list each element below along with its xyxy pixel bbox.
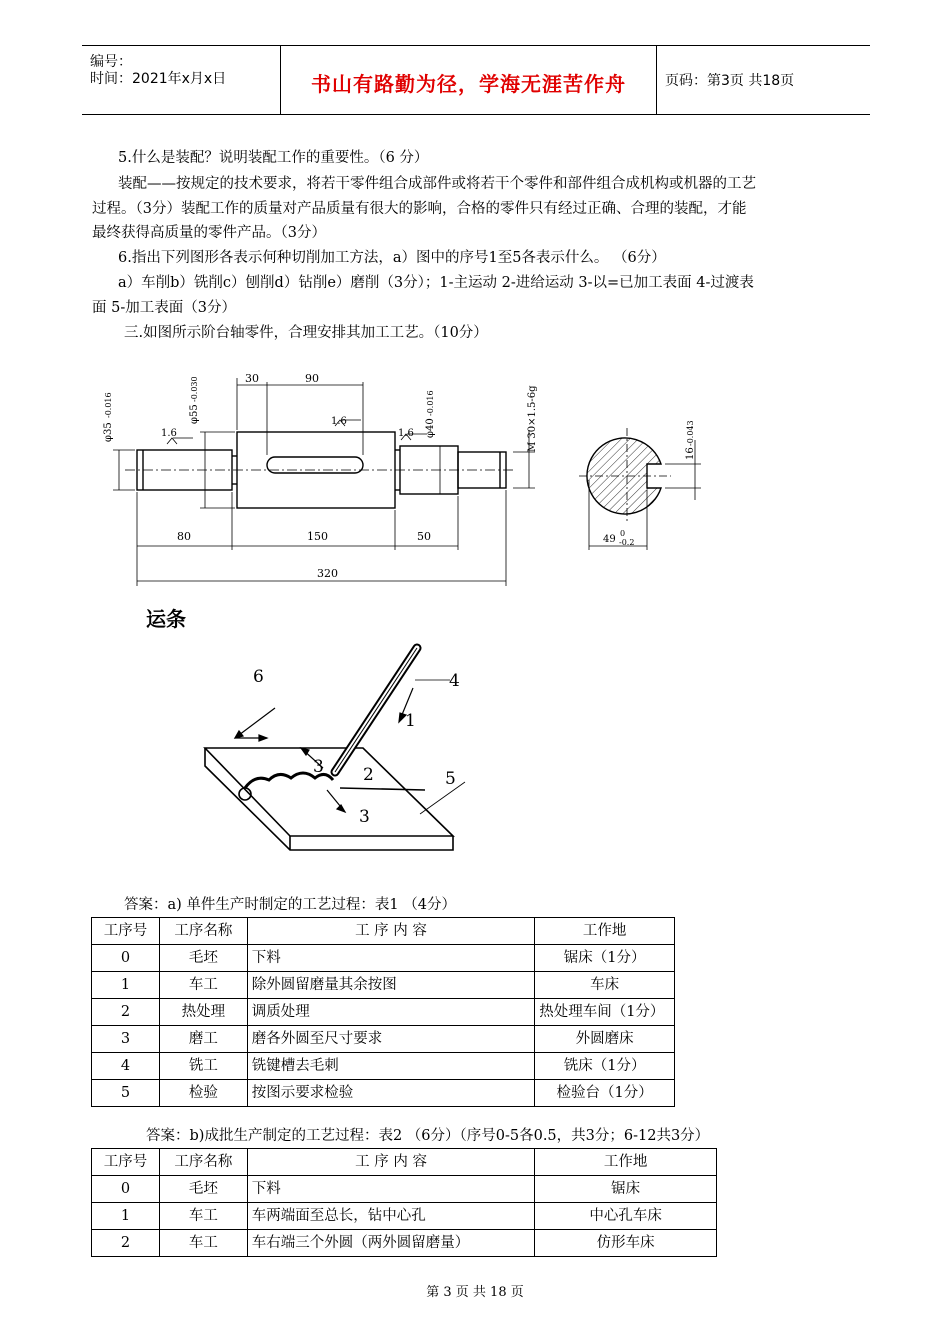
dim-80-text: 80	[177, 530, 191, 543]
table-header-row	[92, 1149, 717, 1176]
table-cell: 磨工	[159, 1026, 247, 1053]
table-header-cell: 工序名称	[159, 1149, 247, 1176]
table-cell: 车工	[159, 972, 247, 999]
sec-16-tol-text: -0.043	[686, 420, 695, 446]
table-header-cell: 工作地	[535, 918, 675, 945]
label-5: 5	[445, 769, 456, 789]
section3-title: 三.如图所示阶台轴零件，合理安排其加工工艺。（10分）	[124, 325, 488, 341]
table-header-cell: 工序号	[92, 1149, 160, 1176]
dim-90-text: 90	[305, 372, 319, 385]
table-cell: 下料	[247, 1176, 535, 1203]
dia-40-tol-text: -0.016	[426, 390, 435, 416]
table-cell: 检验台（1分）	[535, 1080, 675, 1107]
sec-49-tol-text: -0.2	[619, 538, 635, 547]
table-cell: 热处理车间（1分）	[535, 999, 675, 1026]
table-cell: 车床	[535, 972, 675, 999]
table-cell: 1	[92, 1203, 160, 1230]
sec-49-text: 49	[603, 534, 616, 545]
dia-35-tol-text: -0.016	[104, 392, 113, 418]
table-header-cell: 工序号	[92, 918, 160, 945]
roughness-2-text: 1.6	[331, 416, 347, 427]
page-header	[82, 45, 870, 115]
dim-150-text: 150	[307, 530, 328, 543]
sec-49-tol-zero: 0	[620, 529, 626, 538]
table-cell: 磨各外圆至尺寸要求	[247, 1026, 534, 1053]
table-header-cell: 工 序 内 容	[247, 1149, 535, 1176]
table1-caption: 答案：a) 单件生产时制定的工艺过程：表1 （4分）	[124, 897, 456, 913]
q6-answer-line2: 面 5-加工表面（3分）	[92, 300, 236, 316]
table-cell: 2	[92, 1230, 160, 1257]
thread-text: M 30×1.5-6g	[527, 385, 538, 452]
table-cell: 1	[92, 972, 160, 999]
welding-drawing	[195, 630, 495, 870]
number-label: 编号：	[90, 54, 132, 70]
table-cell: 毛坯	[159, 945, 247, 972]
roughness-3-text: 1.6	[398, 428, 414, 439]
dim-320-text: 320	[317, 567, 338, 580]
table-cell: 车工	[159, 1230, 247, 1257]
dim-50-text: 50	[417, 530, 431, 543]
table-cell: 下料	[247, 945, 534, 972]
q5-answer-line3: 最终获得高质量的零件产品。（3分）	[92, 225, 326, 241]
table-cell: 锯床（1分）	[535, 945, 675, 972]
table-cell: 中心孔车床	[535, 1203, 717, 1230]
table2	[91, 1148, 717, 1257]
table-header-cell: 工作地	[535, 1149, 717, 1176]
header-page-cell	[657, 46, 870, 114]
label-2: 2	[363, 765, 374, 785]
table-header-row	[92, 918, 675, 945]
dia-55-text: φ55	[189, 404, 200, 424]
table-cell: 铣工	[159, 1053, 247, 1080]
table-cell: 检验	[159, 1080, 247, 1107]
weld-title: 运条	[146, 607, 186, 631]
table1	[91, 917, 675, 1107]
page-footer: 第 3 页 共 18 页	[426, 1285, 524, 1300]
table2-caption: 答案：b)成批生产制定的工艺过程：表2 （6分）（序号0-5各0.5，共3分；6-12共3分）	[146, 1128, 710, 1144]
table-cell: 5	[92, 1080, 160, 1107]
table-cell: 仿形车床	[535, 1230, 717, 1257]
table-cell: 调质处理	[247, 999, 534, 1026]
section-drawing	[575, 400, 725, 560]
label-3-upper: 3	[313, 757, 324, 777]
table-cell: 3	[92, 1026, 160, 1053]
table-cell: 铣键槽去毛刺	[247, 1053, 534, 1080]
table-cell: 2	[92, 999, 160, 1026]
q6-title: 6.指出下列图形各表示何种切削加工方法，a）图中的序号1至5各表示什么。 （6分）	[118, 250, 666, 266]
header-left-cell	[82, 46, 281, 114]
table-cell: 车两端面至总长，钻中心孔	[247, 1203, 535, 1230]
table-row	[92, 1230, 717, 1257]
q5-answer-line2: 过程。（3分）装配工作的质量对产品质量有很大的影响，合格的零件只有经过正确、合理的装配，才能	[92, 201, 747, 217]
table-row	[92, 945, 675, 972]
dia-35-text: φ35	[103, 422, 114, 442]
table-cell: 外圆磨床	[535, 1026, 675, 1053]
table-row	[92, 1080, 675, 1107]
label-1: 1	[405, 711, 416, 731]
table-cell: 热处理	[159, 999, 247, 1026]
table-cell: 车右端三个外圆（两外圆留磨量）	[247, 1230, 535, 1257]
dim-30-text: 30	[245, 372, 259, 385]
table-row	[92, 1053, 675, 1080]
keyway-slot	[267, 457, 363, 473]
table-cell: 车工	[159, 1203, 247, 1230]
table-cell: 4	[92, 1053, 160, 1080]
label-3-lower: 3	[359, 807, 370, 827]
q5-answer-line1: 装配——按规定的技术要求，将若干零件组合成部件或将若干个零件和部件组合成机构或机器的工艺	[118, 176, 756, 192]
table-cell: 毛坯	[159, 1176, 247, 1203]
label-4: 4	[449, 671, 460, 691]
table-cell: 0	[92, 945, 160, 972]
table-row	[92, 1176, 717, 1203]
shaft-drawing	[95, 360, 565, 590]
table-row	[92, 972, 675, 999]
header-motto: 书山有路勤为径，学海无涯苦作舟	[311, 72, 626, 96]
sec-16-text: 16	[685, 447, 696, 460]
q6-answer-line1: a）车削b）铣削c）刨削d）钻削e）磨削（3分）；1-主运动 2-进给运动 3-以=已加工表面 4-过渡表	[118, 275, 754, 291]
header-motto-cell	[281, 46, 657, 114]
table-cell: 0	[92, 1176, 160, 1203]
q5-title: 5.什么是装配？说明装配工作的重要性。（6 分）	[118, 150, 429, 166]
table-header-cell: 工序名称	[159, 918, 247, 945]
table-cell: 除外圆留磨量其余按图	[247, 972, 534, 999]
table-row	[92, 1026, 675, 1053]
table-row	[92, 1203, 717, 1230]
date-label: 时间：2021年x月x日	[90, 71, 227, 87]
dia-55-tol-text: -0.030	[190, 376, 199, 402]
dia-40-text: φ40	[425, 418, 436, 438]
roughness-1-text: 1.6	[161, 428, 177, 439]
table-header-cell: 工 序 内 容	[247, 918, 534, 945]
page-number-label: 页码：第3页 共18页	[665, 73, 795, 89]
table-cell: 铣床（1分）	[535, 1053, 675, 1080]
table-cell: 按图示要求检验	[247, 1080, 534, 1107]
table-cell: 锯床	[535, 1176, 717, 1203]
label-6: 6	[253, 667, 264, 687]
table-row	[92, 999, 675, 1026]
